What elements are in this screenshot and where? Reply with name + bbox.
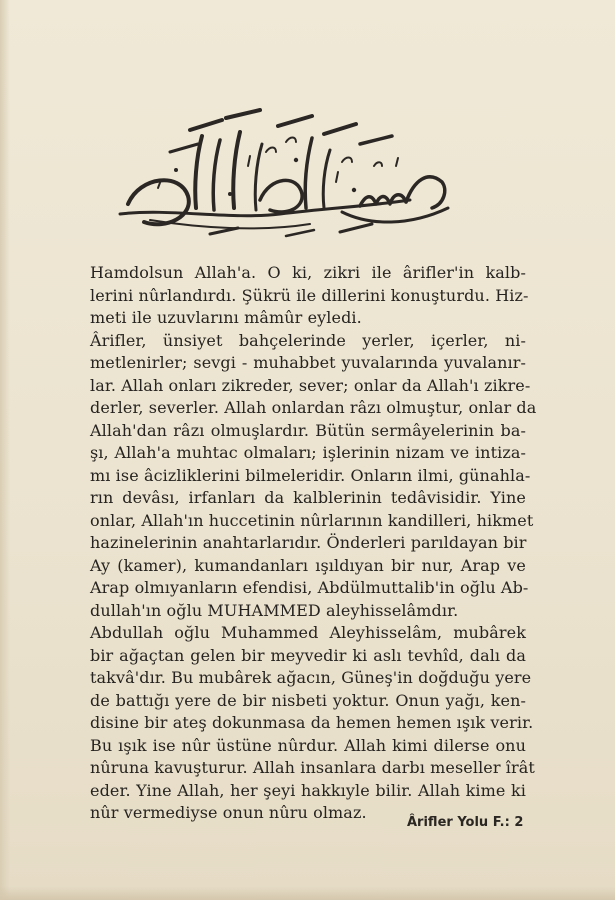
text-line: nûr vermediyse onun nûru olmaz. [90, 803, 367, 822]
text-line: Bu ışık ise nûr üstüne nûrdur. Allah kimi dilerse onu [90, 735, 526, 755]
text-line: şı, Allah'a muhtac olmaları; işlerinin nizam ve intiza- [90, 443, 526, 462]
text-line: bir ağaçtan gelen bir meyvedir ki aslı tevhîd, dalı da [90, 645, 526, 665]
signature-mark: Ârifler Yolu F.: 2 [407, 815, 524, 830]
text-line: Ay (kamer), kumandanları ışıldıyan bir nur, Arap ve [90, 555, 526, 575]
text-line: disine bir ateş dokunmasa da hemen hemen ışık verir. [90, 713, 534, 732]
text-line: eder. Yine Allah, her şeyi hakkıyle bilir. Allah kime ki [90, 780, 526, 800]
text-line: nûruna kavuşturur. Allah insanlara darbı meseller îrât [90, 758, 535, 777]
text-line: Allah'dan râzı olmuşlardır. Bütün sermâyelerinin ba- [90, 420, 526, 440]
page-shadow-left [0, 0, 10, 900]
text-line: Arap olmıyanların efendisi, Abdülmuttalib'in oğlu Ab- [90, 578, 529, 597]
paragraph-3 [90, 622, 535, 825]
text-line: de battığı yere de bir nisbeti yoktur. Onun yağı, ken- [90, 690, 526, 710]
text-line: meti ile uzuvlarını mâmûr eyledi. [90, 308, 362, 327]
text-line: Hamdolsun Allah'a. O ki, zikri ile ârifler'in kalb- [90, 263, 526, 282]
text-line: lerini nûrlandırdı. Şükrü ile dillerini konuşturdu. Hiz- [90, 285, 529, 305]
paragraph-1 [90, 262, 529, 330]
text-line: metlenirler; sevgi - muhabbet yuvalarında yuvalanır- [90, 353, 526, 372]
text-line: hazinelerinin anahtarlarıdır. Önderleri parıldayan bir [90, 533, 527, 552]
text-line: takvâ'dır. Bu mubârek ağacın, Güneş'in doğduğu yere [90, 668, 532, 687]
text-line: onlar, Allah'ın huccetinin nûrlarının kandilleri, hikmet [90, 510, 534, 530]
text-line: mı ise âcizliklerini bilmeleridir. Onların ilmi, günahla- [90, 465, 531, 485]
text-line: Ârifler, ünsiyet bahçelerinde yerler, içerler, ni- [90, 330, 526, 350]
text-line: derler, severler. Allah onlardan râzı olmuştur, onlar da [90, 398, 537, 417]
paragraph-2 [90, 330, 537, 623]
page-shadow-bottom [0, 886, 615, 900]
text-line: lar. Allah onları zikreder, sever; onlar da Allah'ı zikre- [90, 375, 531, 395]
body-text [90, 262, 537, 825]
text-line: Abdullah oğlu Muhammed Aleyhisselâm, mubârek [90, 623, 526, 642]
text-line: rın devâsı, irfanları da kalblerinin tedâvisidir. Yine [90, 488, 526, 507]
basmala-calligraphy-icon [110, 96, 460, 246]
text-line: dullah'ın oğlu MUHAMMED aleyhisselâmdır. [90, 600, 459, 620]
